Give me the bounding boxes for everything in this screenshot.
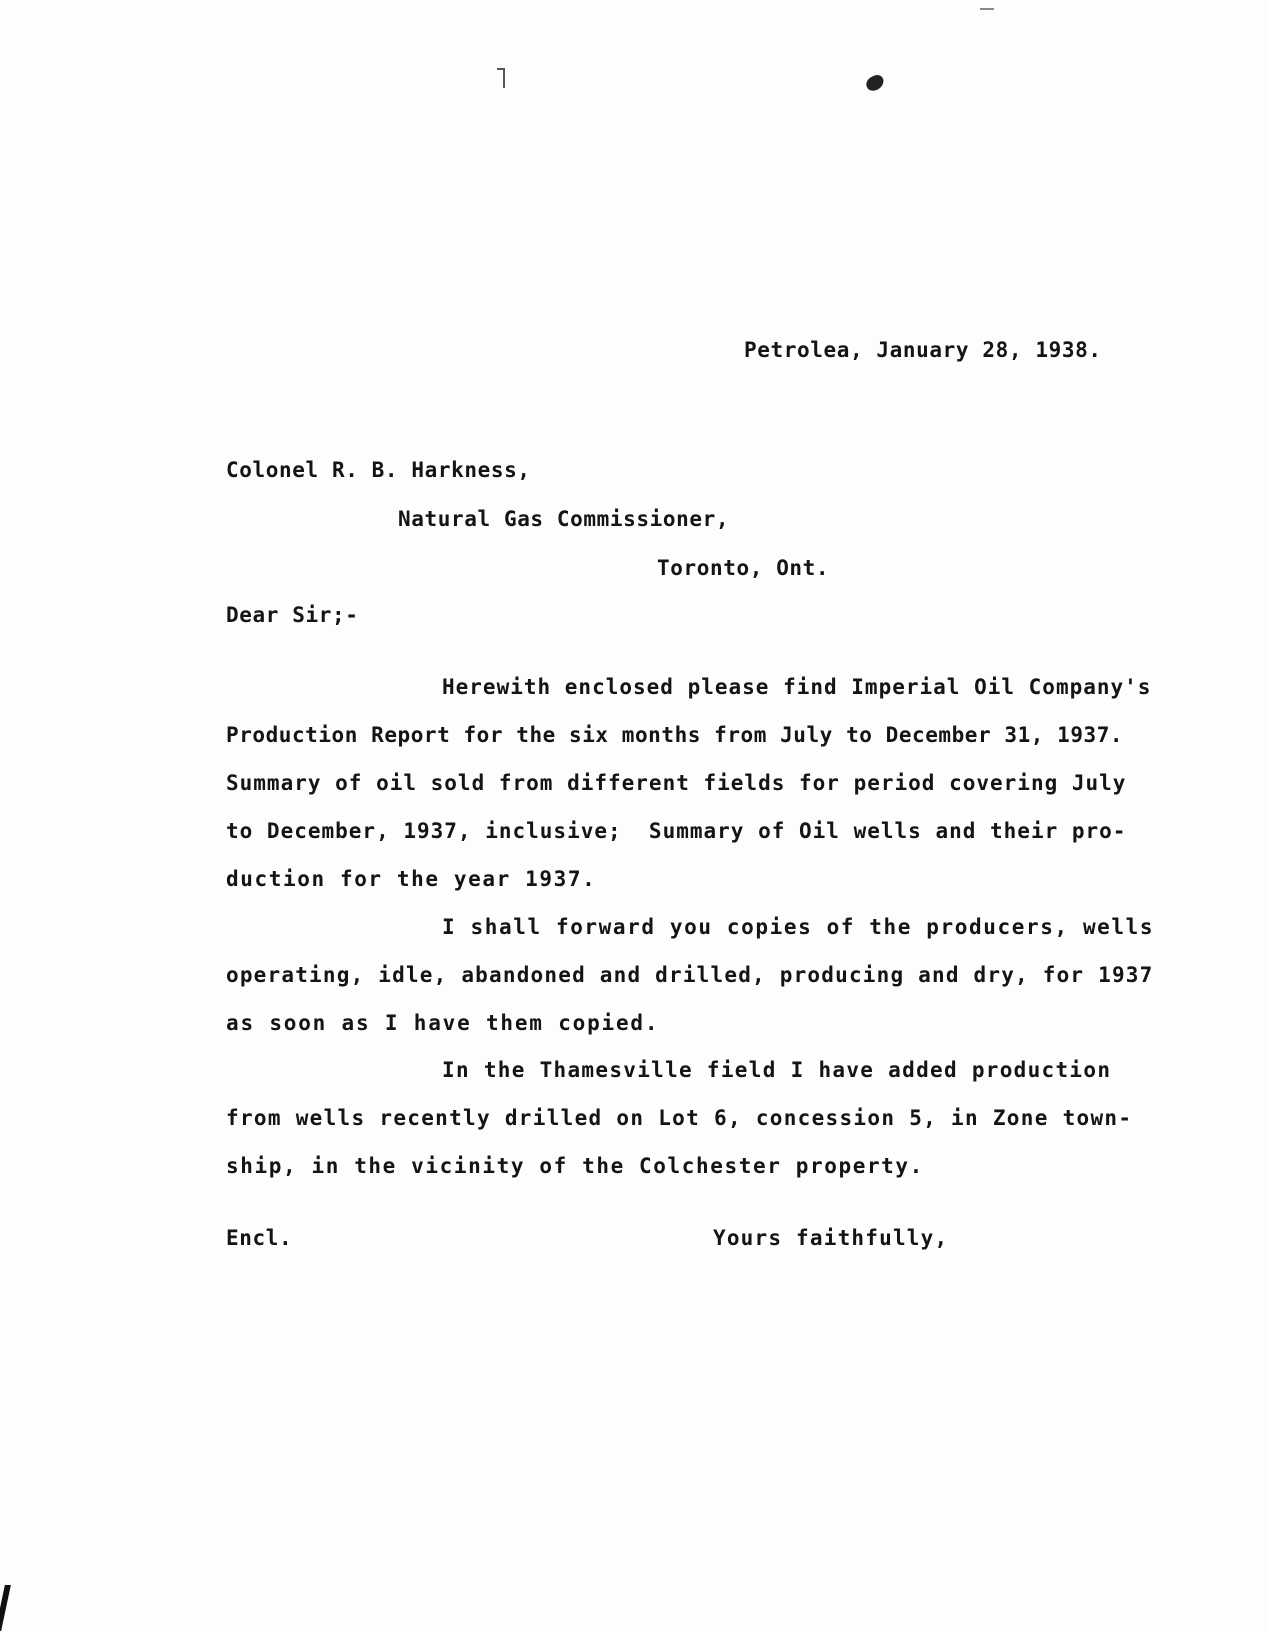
scan-mark	[864, 73, 886, 93]
dateline: Petrolea, January 28, 1938.	[744, 338, 1102, 362]
salutation: Dear Sir;-	[226, 603, 359, 627]
recipient-city: Toronto, Ont.	[657, 556, 830, 580]
body-line: from wells recently drilled on Lot 6, concession 5, in Zone town-	[226, 1106, 1133, 1130]
body-line: Herewith enclosed please find Imperial Oil Company's	[442, 675, 1152, 699]
closing: Yours faithfully,	[713, 1226, 949, 1250]
body-line: operating, idle, abandoned and drilled, producing and dry, for 1937	[226, 963, 1154, 987]
body-line: I shall forward you copies of the producers, wells	[442, 915, 1155, 939]
recipient-name: Colonel R. B. Harkness,	[226, 458, 531, 482]
scan-mark	[980, 8, 994, 10]
enclosure-note: Encl.	[226, 1226, 293, 1250]
scan-mark	[503, 70, 505, 88]
body-line: to December, 1937, inclusive; Summary of Oil wells and their pro-	[226, 819, 1127, 843]
body-line: In the Thamesville field I have added production	[442, 1058, 1112, 1082]
recipient-title: Natural Gas Commissioner,	[398, 507, 730, 531]
body-line: ship, in the vicinity of the Colchester property.	[226, 1154, 924, 1178]
body-line: Summary of oil sold from different fields for period covering July	[226, 771, 1127, 795]
body-line: as soon as I have them copied.	[226, 1011, 660, 1035]
body-line: duction for the year 1937.	[226, 867, 597, 891]
body-line: Production Report for the six months from July to December 31, 1937.	[226, 723, 1124, 747]
scan-mark	[0, 1585, 11, 1631]
